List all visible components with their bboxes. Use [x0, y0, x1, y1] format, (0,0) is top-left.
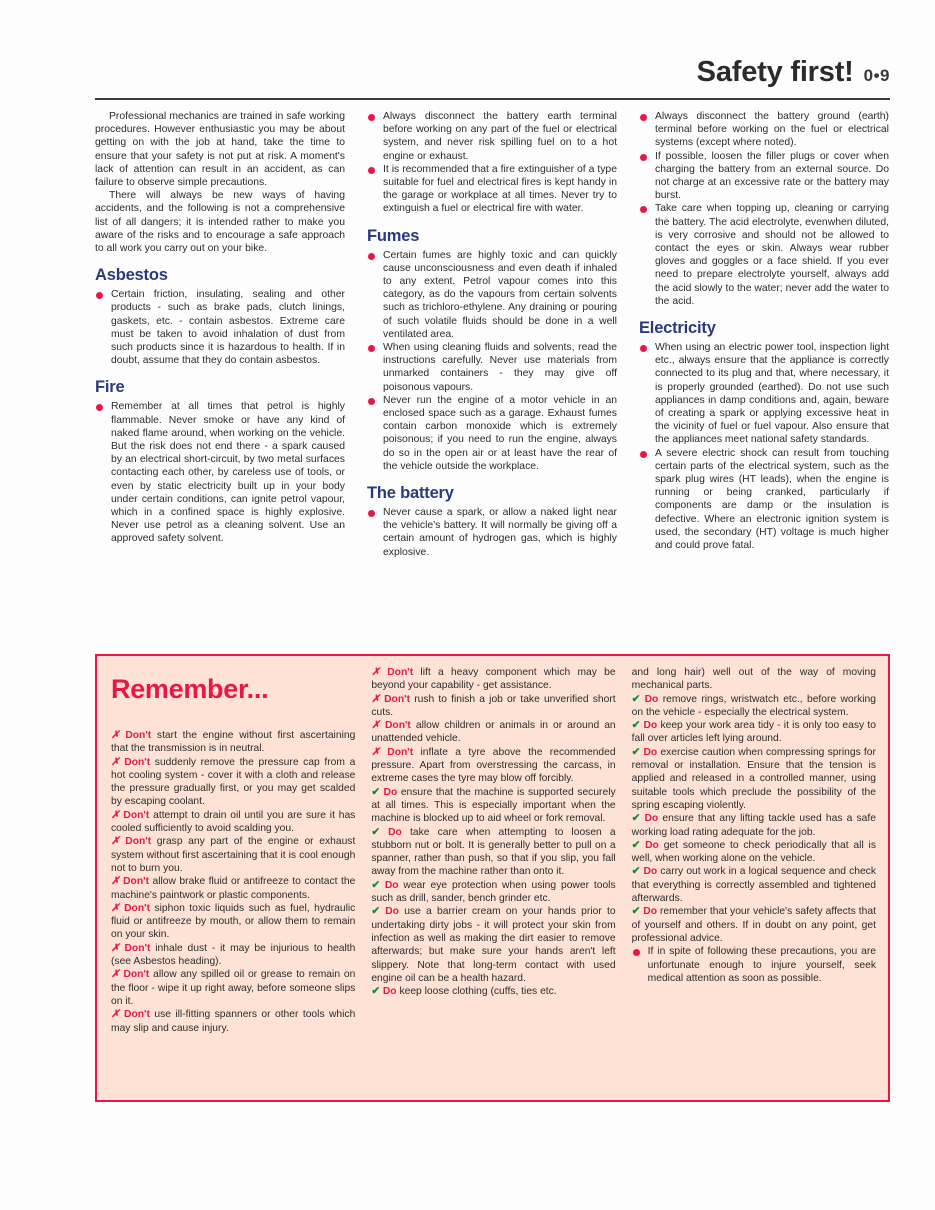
column-2	[367, 110, 617, 559]
bullet-item: When using cleaning fluids and solvents, read the instructions carefully. Never use materials from unmarked containers - they may give off poisonous vapours.	[367, 341, 617, 394]
remember-item-text: get someone to check periodically that all is well, when working alone on the vehicle.	[631, 839, 876, 865]
bullet-item: Certain fumes are highly toxic and can quickly cause unconsciousness and even death if inhaled to any extent. Petrol vapour comes into this category, as do the vapours from certain solvents such as trichloro-ethylene. Any draining or pouring of such volatile fluids should be done in a well ventilated area.	[367, 249, 617, 341]
cross-icon: ✗	[111, 969, 120, 981]
remember-item-text: allow children or animals in or around an unattended vehicle.	[371, 720, 616, 745]
remember-column-1	[111, 666, 355, 1092]
dont-label: Don't	[124, 756, 151, 768]
remember-do-item	[632, 812, 876, 839]
dont-label: Don't	[124, 902, 151, 914]
remember-item-text: lift a heavy component which may be beyond your capability - get assistance.	[371, 667, 616, 692]
dont-label: Don't	[124, 1009, 150, 1021]
remember-do-item	[632, 719, 876, 746]
cross-icon: ✗	[111, 756, 120, 768]
dont-label: Don't	[124, 942, 151, 954]
cross-icon: ✗	[111, 942, 120, 954]
cross-icon: ✗	[111, 836, 120, 848]
bullet-item: Never cause a spark, or allow a naked light near the vehicle's battery. It will normally be giving off a certain amount of hydrogen gas, which is highly explosive.	[367, 506, 617, 559]
remember-dont-item	[111, 756, 355, 809]
check-icon: ✔	[631, 720, 641, 732]
remember-item-text: inflate a tyre above the recommended pressure. Apart from overstressing the carcass, in extreme cases the tyre may blow off forcibly.	[371, 746, 616, 785]
do-label: Do	[643, 906, 658, 918]
section-heading: Electricity	[639, 319, 716, 338]
page-title: Safety first!	[696, 56, 854, 88]
remember-do-item	[371, 826, 615, 879]
bullet-item: If possible, loosen the filler plugs or cover when charging the battery from an external source. Do not charge at an excessive rate or the battery may burst.	[639, 150, 889, 203]
cross-icon: ✗	[111, 1009, 120, 1021]
do-label: Do	[643, 720, 658, 732]
remember-item-text: rush to finish a job or take unverified short cuts.	[371, 693, 616, 718]
column-3	[639, 110, 889, 559]
remember-dont-item	[111, 902, 355, 942]
bullet-item: It is recommended that a fire extinguisher of a type suitable for fuel and electrical fires is kept handy in the garage or workplace at all times. Never try to extinguish a fuel or electrical fire with water.	[367, 163, 617, 216]
dont-label: Don't	[125, 730, 152, 741]
cross-icon: ✗	[371, 720, 380, 732]
remember-dont-item	[111, 968, 355, 1008]
do-label: Do	[385, 906, 399, 918]
dont-label: Don't	[123, 969, 150, 981]
dont-label: Don't	[125, 836, 152, 848]
bullet-item: Certain friction, insulating, sealing and other products - such as brake pads, clutch linings, gaskets, etc. - contain asbestos. Extreme care must be taken to avoid inhalation of dust from such products since it is hazardous to health. If in doubt, assume that they do contain asbestos.	[95, 288, 345, 367]
bullet-item: When using an electric power tool, inspection light etc., always ensure that the appliance is correctly connected to its plug and that, where necessary, it is properly grounded (earthed). Do not use such appliances in damp conditions and, again, beware of creating a spark or applying excessive heat in the vicinity of fuel or fuel vapour. Also ensure that the appliances meet national safety standards.	[639, 341, 889, 447]
check-icon: ✔	[371, 786, 380, 798]
remember-final-bullet: If in spite of following these precautions, you are unfortunate enough to injure yourself, seek medical attention as soon as possible.	[632, 945, 876, 985]
check-icon: ✔	[631, 813, 641, 825]
body-paragraph: Professional mechanics are trained in safe working procedures. However enthusiastic you may be about getting on with the job at hand, take the time to ensure that your safety is not put at risk. A moment's lack of attention can result in an accident, as can failure to observe simple precautions.	[95, 111, 345, 189]
section-heading: Fire	[95, 378, 125, 397]
remember-item-text: wear eye protection when using power tools such as drill, sander, bench grinder etc.	[371, 879, 616, 905]
remember-do-item	[371, 786, 615, 826]
cross-icon: ✗	[111, 730, 120, 741]
remember-do-item	[632, 693, 876, 720]
remember-column-2	[371, 666, 615, 1092]
remember-do-item	[632, 839, 876, 866]
remember-column-3	[632, 666, 876, 1092]
section-heading: The battery	[367, 484, 454, 503]
check-icon: ✔	[371, 879, 380, 891]
remember-box	[95, 654, 890, 1102]
column-1	[95, 110, 345, 559]
cross-icon: ✗	[371, 746, 380, 758]
remember-item-text: start the engine without first ascertaining that the transmission is in neutral.	[111, 730, 356, 755]
dont-label: Don't	[387, 746, 414, 758]
remember-dont-item	[111, 942, 355, 969]
bullet-item: Never run the engine of a motor vehicle in an enclosed space such as a garage. Exhaust fumes contain carbon monoxide which is extremely poisonous; if you need to run the engine, always do so in the open air or at least have the rear of the vehicle outside the workplace.	[367, 394, 617, 473]
remember-dont-item	[111, 1008, 355, 1035]
do-label: Do	[645, 839, 659, 851]
cross-icon: ✗	[371, 667, 380, 678]
check-icon: ✔	[631, 746, 641, 758]
cross-icon: ✗	[111, 809, 120, 821]
remember-item-text: grasp any part of the engine or exhaust system without first ascertaining that it is cool enough not to burn you.	[111, 836, 356, 874]
do-label: Do	[644, 693, 659, 705]
remember-do-item	[632, 746, 876, 812]
remember-item-text: keep your work area tidy - it is only too easy to fall over articles left lying around.	[631, 720, 876, 745]
bullet-item: A severe electric shock can result from touching certain parts of the electrical system, such as the spark plug wires (HT leads), when the engine is running or being cranked, particularly if components are damp or the insulation is defective. Where an electronic ignition system is used, the secondary (HT) voltage is much higher and could prove fatal.	[639, 447, 889, 553]
section-heading: Asbestos	[95, 266, 168, 285]
remember-item-text: allow brake fluid or antifreeze to contact the machine's paintwork or plastic components.	[111, 876, 356, 901]
do-label: Do	[644, 813, 659, 825]
page-number: 0•9	[863, 66, 890, 85]
remember-dont-item	[371, 666, 615, 693]
remember-item-text: use ill-fitting spanners or other tools which may slip and cause injury.	[111, 1009, 356, 1034]
dont-label: Don't	[384, 720, 411, 732]
remember-item-text: remove rings, wristwatch etc., before working on the vehicle - especially the electrical system.	[631, 693, 876, 718]
remember-do-item	[632, 865, 876, 905]
remember-title: Remember...	[111, 674, 269, 704]
bullet-item: Always disconnect the battery ground (earth) terminal before working on the fuel or electrical systems (except where noted).	[639, 110, 889, 150]
remember-dont-item	[111, 875, 355, 902]
remember-do-item	[371, 905, 615, 985]
remember-dont-item	[371, 746, 615, 786]
check-icon: ✔	[371, 826, 380, 838]
check-icon: ✔	[371, 986, 380, 998]
do-label: Do	[384, 879, 399, 891]
remember-dont-item	[371, 719, 615, 746]
remember-dont-item	[111, 835, 355, 875]
remember-dont-item	[371, 693, 615, 720]
page-header	[95, 56, 890, 89]
header-divider	[95, 98, 890, 100]
remember-do-item	[371, 985, 615, 998]
check-icon: ✔	[371, 906, 380, 918]
bullet-item: Take care when topping up, cleaning or carrying the battery. The acid electrolyte, evenwhen diluted, is very corrosive and should not be allowed to contact the eyes or skin. Always wear rubber gloves and goggles or a face shield. If you ever need to prepare electrolyte yourself, always add the acid slowly to the water; never add the water to the acid.	[639, 202, 889, 308]
do-label: Do	[382, 986, 397, 998]
dont-label: Don't	[123, 876, 150, 888]
remember-item-text: ensure that any lifting tackle used has a safe working load rating adequate for the job.	[631, 813, 876, 838]
do-label: Do	[383, 786, 398, 798]
remember-item-text: exercise caution when compressing springs for removal or installation. Ensure that the tension is applied and released in a controlled manner, using suitable tools which preclude the possibility of the spring escaping violently.	[631, 746, 876, 811]
remember-dont-item	[111, 729, 355, 756]
cross-icon: ✗	[111, 902, 120, 914]
remember-item-text: ensure that the machine is supported securely at all times. This is especially important when the machine is blocked up to aid wheel or fork removal.	[371, 786, 616, 825]
remember-item-text: attempt to drain oil until you are sure it has cooled sufficiently to avoid scalding you.	[111, 809, 356, 835]
cross-icon: ✗	[371, 693, 380, 705]
do-label: Do	[643, 746, 658, 758]
body-paragraph: There will always be new ways of having accidents, and the following is not a comprehensive list of all dangers; it is intended rather to make you aware of the risks and to encourage a safe approach to all work you carry out on your bike.	[95, 190, 345, 255]
check-icon: ✔	[631, 839, 641, 851]
remember-item-text: use a barrier cream on your hands prior to undertaking dirty jobs - it will protect your skin from infection as well as making the dirt easier to remove afterwards; but make sure your hands aren't left slippery. Note that long-term contact with used engine oil can be a health hazard.	[371, 906, 616, 984]
bullet-item: Always disconnect the battery earth terminal before working on any part of the fuel or electrical system, and never risk spilling fuel on to a hot engine or exhaust.	[367, 110, 617, 163]
remember-item-text: siphon toxic liquids such as fuel, hydraulic fluid or antifreeze by mouth, or allow them to remain on your skin.	[111, 902, 356, 941]
remember-item-text: inhale dust - it may be injurious to health (see Asbestos heading).	[111, 942, 356, 968]
check-icon: ✔	[631, 866, 641, 878]
cross-icon: ✗	[111, 876, 120, 888]
dont-label: Don't	[123, 809, 150, 821]
remember-dont-item	[111, 809, 355, 836]
remember-continuation-text: and long hair) well out of the way of moving mechanical parts.	[631, 667, 876, 692]
bullet-item: Remember at all times that petrol is highly flammable. Never smoke or have any kind of naked flame around, when working on the vehicle. But the risk does not end there - a spark caused by an electrical short-circuit, by two metal surfaces contacting each other, by careless use of tools, or even by static electricity built up in your body under certain conditions, can ignite petrol vapour, which in a confined space is highly explosive. Never use petrol as a cleaning solvent. Use an approved safety solvent.	[95, 400, 345, 545]
check-icon: ✔	[631, 693, 641, 705]
dont-label: Don't	[384, 693, 411, 705]
do-label: Do	[388, 826, 402, 838]
remember-item-text: keep loose clothing (cuffs, ties etc.	[399, 986, 557, 998]
do-label: Do	[643, 866, 658, 878]
remember-do-item	[371, 879, 615, 906]
remember-item-text: allow any spilled oil or grease to remain on the floor - wipe it up right away, before someone slips on it.	[111, 969, 356, 1007]
remember-item-text: remember that your vehicle's safety affects that of yourself and others. If in doubt on any point, get professional advice.	[631, 906, 876, 944]
remember-item-text: carry out work in a logical sequence and check that everything is correctly assembled and tightened afterwards.	[631, 866, 876, 905]
check-icon: ✔	[631, 906, 641, 918]
article-columns	[95, 110, 890, 559]
remember-item-text: take care when attempting to loosen a stubborn nut or bolt. It is generally better to pull on a spanner, rather than push, so that if you slip, you fall away from the machine rather than onto it.	[371, 826, 616, 878]
dont-label: Don't	[387, 667, 414, 678]
section-heading: Fumes	[367, 226, 420, 245]
remember-do-item	[632, 905, 876, 945]
remember-item-text: suddenly remove the pressure cap from a hot cooling system - cover it with a cloth and release the pressure gradually first, or you may get scalded by escaping coolant.	[111, 756, 356, 808]
